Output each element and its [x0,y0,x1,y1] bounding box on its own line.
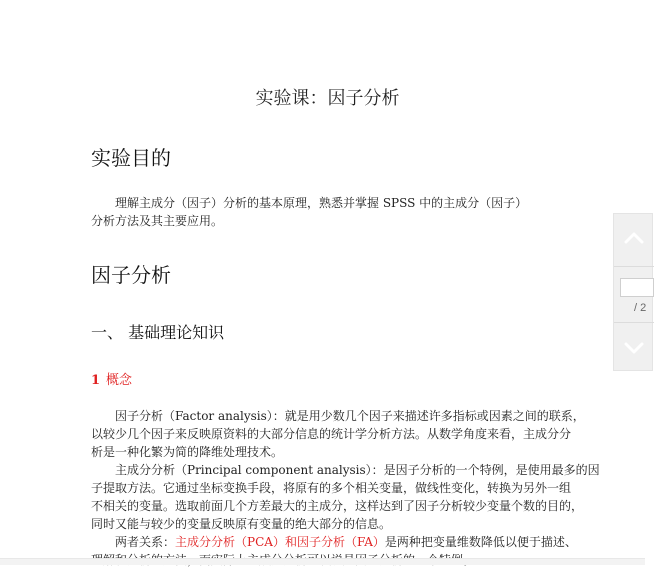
page-down-button[interactable] [614,324,654,372]
objective-paragraph [91,194,567,230]
section-heading-factor-analysis: 因子分析 [91,263,171,287]
paragraph-line: 子提取方法。它通过坐标变换手段，将原有的多个相关变量，做线性变化，转换为另外一组 [91,481,572,495]
page-number-input[interactable] [620,278,654,297]
factor-analysis-paragraph [91,407,585,461]
panel-divider [614,322,654,323]
paragraph-line: 分析方法及其主要应用。 [91,214,224,228]
paragraph-line: 理解主成分（因子）分析的基本原理，熟悉并掌握 SPSS 中的主成分（因子） [91,196,528,210]
paragraph-line: 析是一种化繁为简的降维处理技术。 [91,445,284,459]
document-title: 实验课：因子分析 [255,88,400,109]
paragraph-line: 主成分分析（Principal component analysis）：是因子分析的一个特例，是使用最多的因 [91,463,600,477]
panel-divider [614,266,654,267]
subheading-basic-theory: 一、 基础理论知识 [91,323,225,342]
concept-number: 1 [91,373,101,388]
relationship-highlight: 主成分分析（PCA）和因子分析（FA） [175,535,385,549]
section-heading-objective: 实验目的 [91,146,171,170]
concept-label: 概念 [106,373,133,388]
relationship-prefix: 两者关系： [91,535,176,549]
paragraph-line: 不相关的变量。选取前面几个方差最大的主成分，这样达到了因子分析较少变量个数的目的， [91,499,584,513]
page-navigation-panel [613,213,653,371]
relationship-suffix: 是两种把变量维数降低以便于描述、 [384,535,577,549]
paragraph-line: 以较少几个因子来反映原资料的大部分信息的统计学分析方法。从数学角度来看，主成分分 [91,427,572,441]
paragraph-line: 同时又能与较少的变量反映原有变量的绝大部分的信息。 [91,517,392,531]
page-total-label: / 2 [634,302,647,314]
paragraph-line: 因子分析（Factor analysis）：就是用少数几个因子来描述许多指标或因素之间的联系， [91,409,585,423]
chevron-down-icon [622,340,646,356]
pca-paragraph [91,461,600,533]
concept-heading [91,369,132,388]
chevron-up-icon [622,230,646,246]
page-up-button[interactable] [614,214,654,262]
paragraph-line [91,533,577,551]
bottom-scroll-strip[interactable] [0,558,645,565]
